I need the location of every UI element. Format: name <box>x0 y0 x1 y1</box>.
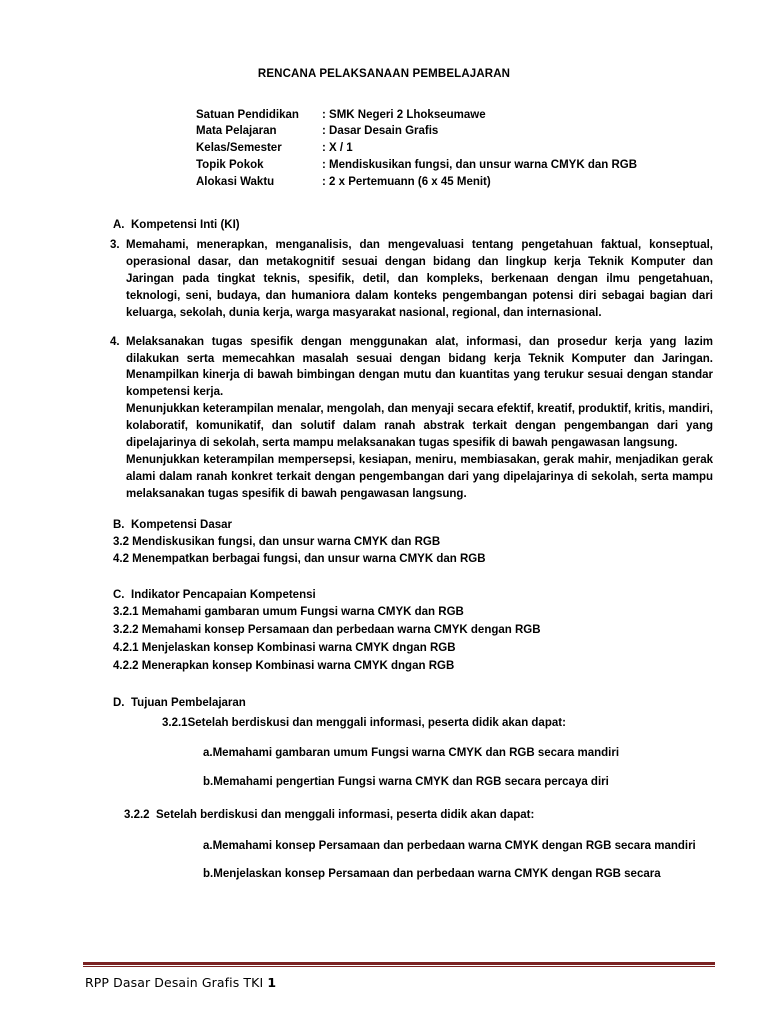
tujuan-point-text: Memahami pengertian Fungsi warna CMYK dan RGB secara percaya diri <box>213 775 609 788</box>
tujuan-point-text: Menjelaskan konsep Persamaan dan perbedaan warna CMYK dengan RGB secara <box>213 867 661 880</box>
indikator-item: 4.2.2 Menerapkan konsep Kombinasi warna CMYK dngan RGB <box>113 659 455 672</box>
identity-value: : SMK Negeri 2 Lhokseumawe <box>322 108 486 121</box>
section-b-title: Kompetensi Dasar <box>131 518 232 531</box>
ki-item-3-number: 3. <box>110 239 120 252</box>
tujuan-point-marker: b. <box>203 775 214 788</box>
tujuan-point-text: Memahami konsep Persamaan dan perbedaan warna CMYK dengan RGB secara mandiri <box>212 840 696 853</box>
section-a-letter: A. <box>113 219 125 232</box>
identity-row <box>196 160 768 172</box>
section-a-heading <box>0 219 768 231</box>
section-c-title: Indikator Pencapaian Kompetensi <box>131 589 316 602</box>
ki-item-4 <box>0 334 768 402</box>
section-c-letter: C. <box>113 589 125 602</box>
indikator-item: 4.2.1 Menjelaskan konsep Kombinasi warna CMYK dngan RGB <box>113 641 456 654</box>
tujuan-point-marker: b. <box>203 867 214 880</box>
section-tujuan-pembelajaran <box>0 697 768 883</box>
footer-label: RPP Dasar Desain Grafis TKI <box>85 975 268 990</box>
identity-value: : X / 1 <box>322 142 353 155</box>
section-d-letter: D. <box>113 697 125 710</box>
tujuan-group-2-lead-text: Setelah berdiskusi dan menggali informasi, peserta didik akan dapat: <box>156 809 535 822</box>
tujuan-group-1-lead <box>0 715 768 732</box>
ki-item-4-number: 4. <box>110 335 120 348</box>
identity-row <box>196 126 768 138</box>
identity-row <box>196 143 768 155</box>
identity-row <box>196 177 768 189</box>
tujuan-point <box>0 774 768 791</box>
tujuan-point-marker: a. <box>203 840 213 853</box>
identity-label: Kelas/Semester <box>196 142 282 155</box>
indikator-item: 3.2.2 Memahami konsep Persamaan dan perbedaan warna CMYK dengan RGB <box>113 624 541 637</box>
indikator-item: 3.2.1 Memahami gambaran umum Fungsi warna CMYK dan RGB <box>113 606 464 619</box>
footer-text <box>85 975 276 990</box>
page-title: RENCANA PELAKSANAAN PEMBELAJARAN <box>257 68 511 80</box>
tujuan-group-1-key: 3.2.1 <box>162 717 188 730</box>
tujuan-group-2-lead <box>0 807 768 824</box>
section-d-heading <box>0 697 768 709</box>
footer-divider-thin <box>83 966 715 967</box>
identity-label: Satuan Pendidikan <box>196 108 299 121</box>
section-b-letter: B. <box>113 518 125 531</box>
ki-item-3-text: Memahami, menerapkan, menganalisis, dan mengevaluasi tentang pengetahuan faktual, konseptual, operasional dasar, dan metakognitif sesuai dengan bidang dan lingkup kerja Teknik Komputer dan Jaringan pada tingkat teknis, spesifik, detil, dan kompleks, berkenaan dengan ilmu pengetahuan, teknologi, seni, budaya, dan humaniora dalam konteks pengembangan potensi diri sebagai bagian dari keluarga, sekolah, dunia kerja, warga masyarakat nasional, regional, dan internasional. <box>126 239 713 319</box>
tujuan-group-1-lead-text: Setelah berdiskusi dan menggali informasi, peserta didik akan dapat: <box>187 717 566 730</box>
ki-item-4-text: Melaksanakan tugas spesifik dengan menggunakan alat, informasi, dan prosedur kerja yang lazim dilakukan serta memecahkan masalah sesuai dengan bidang kerja Teknik Komputer dan Jaringan. Menampilkan kinerja di bawah bimbingan dengan mutu dan kuantitas yang terukur sesuai dengan standar kompetensi kerja. <box>126 335 713 399</box>
footer-divider-thick <box>83 962 715 965</box>
ki-item-4-paragraph-2: Menunjukkan keterampilan menalar, mengolah, dan menyaji secara efektif, kreatif, produktif, kritis, mandiri, kolaboratif, komunikatif, dan solutif dalam ranah abstrak terkait dengan pengembangan dari yang dipelajarinya di sekolah, serta mampu melaksanakan tugas spesifik di bawah pengawasan langsung. <box>126 403 713 450</box>
section-b-heading <box>0 519 768 531</box>
section-d-title: Tujuan Pembelajaran <box>131 697 246 710</box>
tujuan-group-2-key: 3.2.2 <box>124 809 150 822</box>
section-kompetensi-inti <box>0 219 768 502</box>
tujuan-point <box>0 838 768 855</box>
ki-item-4-paragraph-3: Menunjukkan keterampilan mempersepsi, kesiapan, meniru, membiasakan, gerak mahir, menjadikan gerak alami dalam ranah konkret terkait dengan pengembangan dari yang dipelajarinya di sekolah, serta mampu melaksanakan tugas spesifik di bawah pengawasan langsung. <box>126 453 713 500</box>
identity-value: : 2 x Pertemuann (6 x 45 Menit) <box>322 175 491 188</box>
section-c-heading <box>0 589 768 601</box>
identity-label: Alokasi Waktu <box>196 175 275 188</box>
identity-label: Mata Pelajaran <box>196 125 277 138</box>
tujuan-point-text: Memahami gambaran umum Fungsi warna CMYK dan RGB secara mandiri <box>212 746 620 759</box>
kd-item: 3.2 Mendiskusikan fungsi, dan unsur warna CMYK dan RGB <box>113 535 441 548</box>
tujuan-point-marker: a. <box>203 746 213 759</box>
section-a-title: Kompetensi Inti (KI) <box>131 219 240 232</box>
identity-label: Topik Pokok <box>196 158 264 171</box>
kd-item: 4.2 Menempatkan berbagai fungsi, dan unsur warna CMYK dan RGB <box>113 553 486 566</box>
identity-value: : Mendiskusikan fungsi, dan unsur warna CMYK dan RGB <box>322 158 638 171</box>
ki-item-3 <box>0 237 768 321</box>
identity-value: : Dasar Desain Grafis <box>322 125 439 138</box>
tujuan-point <box>0 745 768 762</box>
footer-divider <box>83 962 715 967</box>
section-kompetensi-dasar <box>0 519 768 570</box>
identity-row <box>196 110 768 122</box>
footer-page-number: 1 <box>267 975 277 990</box>
section-indikator <box>0 589 768 675</box>
page-footer <box>0 962 768 1024</box>
tujuan-point <box>0 866 768 883</box>
identity-block <box>0 82 768 188</box>
